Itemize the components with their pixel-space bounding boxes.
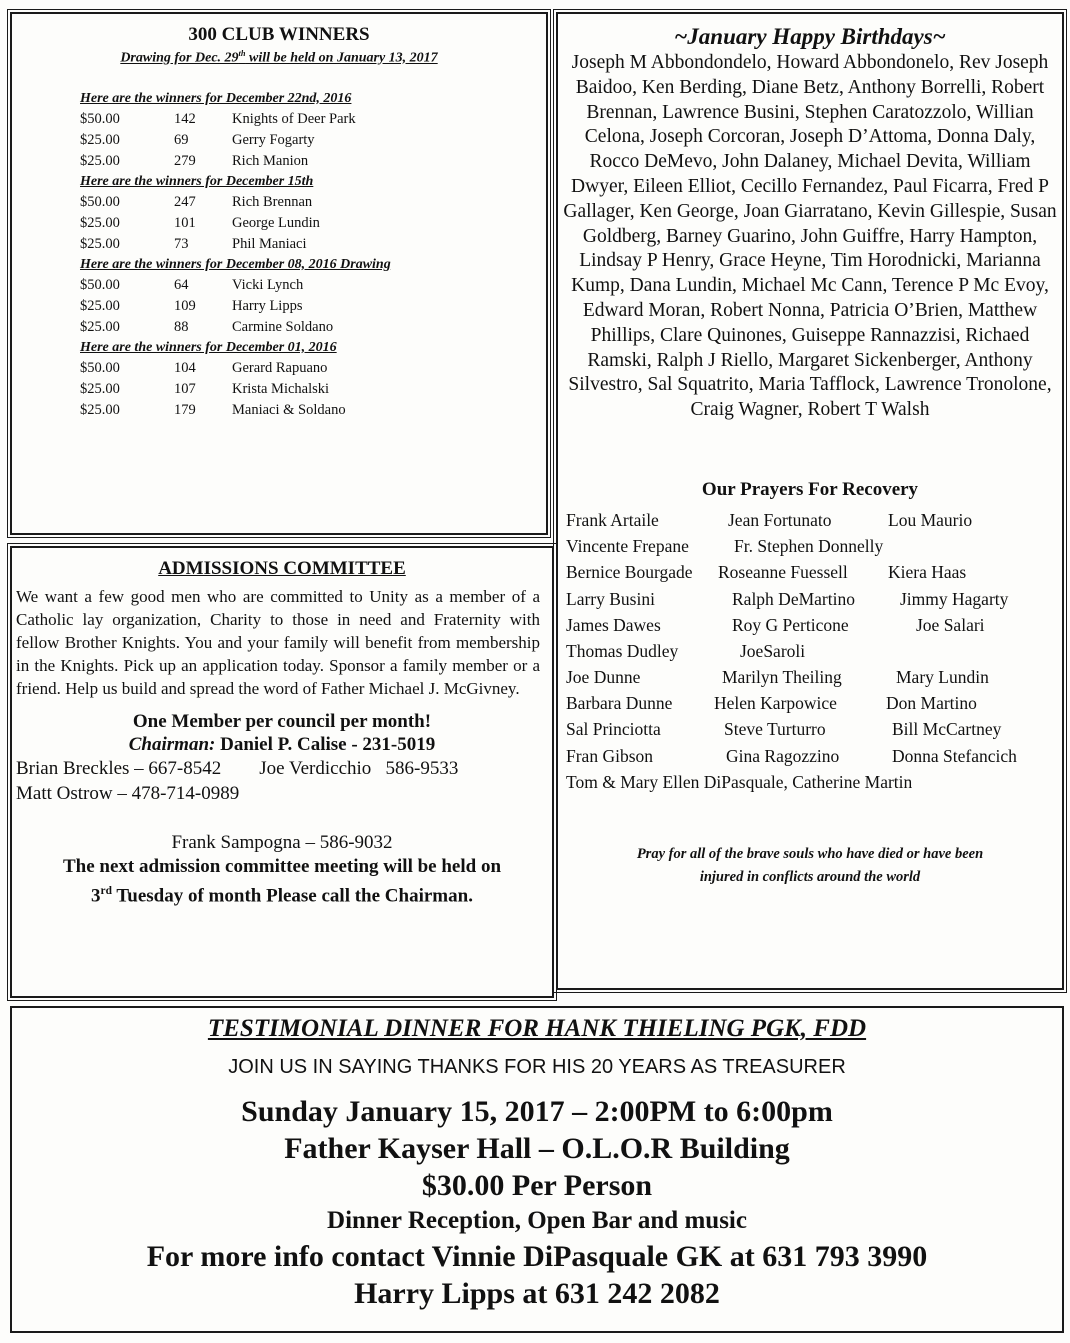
meeting-line-1: The next admission committee meeting will be held on xyxy=(62,856,502,877)
prayer-name: Don Martino xyxy=(886,693,977,714)
dinner-join: JOIN US IN SAYING THANKS FOR HIS 20 YEARS AS TREASURER xyxy=(228,1056,846,1078)
contact-line xyxy=(12,756,552,781)
club-winners-box xyxy=(10,12,548,535)
prayer-row xyxy=(566,690,1062,716)
winner-number: 279 xyxy=(174,152,196,169)
winner-name: Vicki Lynch xyxy=(232,276,304,293)
winner-row xyxy=(80,109,356,130)
winner-name: Maniaci & Soldano xyxy=(232,401,346,418)
prayer-name: James Dawes xyxy=(566,614,661,635)
prayer-name: JoeSaroli xyxy=(740,640,806,661)
winner-number: 104 xyxy=(174,359,196,376)
admissions-paragraph: We want a few good men who are committed to Unity as a member of a Catholic lay organization, Charity to those in need and Fraternity with fellow Brother Knights. You and your family will benefit from membership in the Knights. Pick up an application today. Sponsor a family member or a friend. Help us build and spread the word of Father Michael J. McGivney. xyxy=(16,587,540,698)
birthdays-title: ~January Happy Birthdays~ xyxy=(674,24,946,49)
winner-row xyxy=(80,234,320,255)
prayer-note-line: injured in conflicts around the world xyxy=(699,869,921,886)
winner-number: 247 xyxy=(174,193,196,210)
prayer-name: Jimmy Hagarty xyxy=(900,588,1009,609)
winner-name: Gerard Rapuano xyxy=(232,359,328,376)
prayer-name: Joe Salari xyxy=(916,614,985,635)
winner-amount: $25.00 xyxy=(80,380,120,397)
chairman-value: Daniel P. Calise - 231-5019 xyxy=(215,734,436,755)
dinner-date: Sunday January 15, 2017 – 2:00PM to 6:00pm xyxy=(241,1095,833,1128)
club-subtitle-part: Drawing for Dec. 29 xyxy=(120,50,239,66)
winner-number: 179 xyxy=(174,401,196,418)
winner-amount: $50.00 xyxy=(80,276,120,293)
prayer-row xyxy=(566,664,1062,690)
dinner-title: TESTIMONIAL DINNER FOR HANK THIELING PGK, FDD xyxy=(207,1015,867,1042)
prayer-name: Bill McCartney xyxy=(892,719,1002,740)
winner-number: 107 xyxy=(174,380,196,397)
winner-row xyxy=(80,400,346,421)
prayer-name: Steve Turturro xyxy=(724,719,826,740)
winner-name: Knights of Deer Park xyxy=(232,110,356,127)
meeting-line-2 xyxy=(12,879,552,908)
winner-amount: $25.00 xyxy=(80,235,120,252)
winner-groups xyxy=(80,89,546,421)
prayer-name: Kiera Haas xyxy=(888,562,967,583)
prayer-note-line: Pray for all of the brave souls who have died or have been xyxy=(636,846,984,863)
winner-name: Rich Manion xyxy=(232,152,309,169)
winner-row xyxy=(80,213,320,234)
contact-joe: Joe Verdicchio 586-9533 xyxy=(259,758,459,779)
prayer-row xyxy=(566,612,1062,638)
winner-number: 88 xyxy=(174,318,189,335)
prayer-row xyxy=(566,743,1062,769)
club-subtitle xyxy=(12,49,546,67)
prayer-name: Ralph DeMartino xyxy=(732,588,855,609)
prayer-name: Sal Princiotta xyxy=(566,719,661,740)
prayer-name: Fran Gibson xyxy=(566,745,654,766)
prayer-name: Larry Busini xyxy=(566,588,655,609)
prayer-row xyxy=(566,507,1062,533)
winner-amount: $25.00 xyxy=(80,131,120,148)
winner-amount: $25.00 xyxy=(80,152,120,169)
winner-number: 101 xyxy=(174,214,196,231)
prayer-row xyxy=(566,716,1062,742)
prayer-name: Gina Ragozzino xyxy=(726,745,840,766)
club-title: 300 CLUB WINNERS xyxy=(188,24,370,45)
admissions-title: ADMISSIONS COMMITTEE xyxy=(158,558,406,579)
winner-row xyxy=(80,151,356,172)
winner-group-heading: Here are the winners for December 01, 2016 xyxy=(80,339,337,355)
winner-row xyxy=(80,379,346,400)
winner-table xyxy=(80,358,346,421)
winner-number: 142 xyxy=(174,110,196,127)
winner-row xyxy=(80,317,333,338)
birthdays-box xyxy=(556,12,1064,990)
prayer-name: Fr. Stephen Donnelly xyxy=(734,536,884,557)
meeting-ordinal-sup: rd xyxy=(100,885,112,897)
prayer-name: Jean Fortunato xyxy=(728,509,832,530)
prayer-name: Mary Lundin xyxy=(896,667,989,688)
winner-name: George Lundin xyxy=(232,214,320,231)
dinner-contact-2: Harry Lipps at 631 242 2082 xyxy=(354,1277,720,1310)
dinner-price: $30.00 Per Person xyxy=(421,1169,653,1202)
winner-name: Phil Maniaci xyxy=(232,235,307,252)
winner-number: 69 xyxy=(174,131,189,148)
winner-amount: $50.00 xyxy=(80,110,120,127)
prayer-row xyxy=(566,559,1062,585)
winner-number: 109 xyxy=(174,297,196,314)
winner-row xyxy=(80,130,356,151)
contact-brian: Brian Breckles – 667-8542 xyxy=(16,758,222,779)
winner-number: 64 xyxy=(174,276,189,293)
prayer-name: Helen Karpowice xyxy=(714,693,837,714)
prayer-list xyxy=(566,507,1062,795)
prayer-name: Frank Artaile xyxy=(566,509,659,530)
winner-row xyxy=(80,275,333,296)
prayer-note xyxy=(558,843,1062,889)
prayer-name: Joe Dunne xyxy=(566,667,641,688)
winner-name: Gerry Fogarty xyxy=(232,131,315,148)
prayers-title: Our Prayers For Recovery xyxy=(701,478,919,500)
winner-amount: $25.00 xyxy=(80,297,120,314)
prayer-name: Donna Stefancich xyxy=(892,745,1017,766)
prayer-row xyxy=(566,586,1062,612)
birthday-names: Joseph M Abbondondelo, Howard Abbondonelo, Rev Joseph Baidoo, Ken Berding, Diane Betz, Anthony Borrelli, Robert Brennan, Lawrence Busini, Stephen Caratozzolo, Willian Celona, Joseph Corcoran, Joseph D’Attoma, Donna Daly, Rocco DeMevo, John Dalaney, Michael Devita, William Dwyer, Eileen Elliot, Cecillo Fernandez, Paul Ficarra, Fred P Gallager, Ken George, Joan Giarratano, Kevin Gillespie, Susan Goldberg, Barney Guarino, John Guiffre, Harry Hampton, Lindsay P Henry, Grace Heyne, Tim Horodnicki, Marianna Kump, Dana Lundin, Michael Mc Cann, Terence P Mc Evoy, Edward Moran, Robert Nonna, Patricia O’Brien, Matthew Phillips, Clare Quinones, Guiseppe Rannazzisi, Richaed Ramski, Ralph J Riello, Margaret Sickenberger, Anthony Silvestro, Sal Squatrito, Maria Tafflock, Lawrence Tronolone, Craig Wagner, Robert T Walsh xyxy=(563,52,1057,421)
contact-frank: Frank Sampogna – 586-9032 xyxy=(171,832,393,853)
winner-row xyxy=(80,296,333,317)
winner-group-heading: Here are the winners for December 22nd, 2016 xyxy=(80,90,352,106)
winner-table xyxy=(80,275,333,338)
prayer-row xyxy=(566,769,1062,795)
winner-name: Rich Brennan xyxy=(232,193,313,210)
winner-table xyxy=(80,192,320,255)
prayer-name: Thomas Dudley xyxy=(566,640,679,661)
winner-name: Carmine Soldano xyxy=(232,318,334,335)
prayer-row xyxy=(566,533,1062,559)
winner-amount: $25.00 xyxy=(80,318,120,335)
admissions-box xyxy=(10,546,554,998)
club-subtitle-sup: th xyxy=(238,49,246,58)
dinner-place: Father Kayser Hall – O.L.O.R Building xyxy=(284,1132,790,1165)
prayer-name: Barbara Dunne xyxy=(566,693,673,714)
one-member-line: One Member per council per month! xyxy=(132,711,432,732)
winner-amount: $50.00 xyxy=(80,193,120,210)
winner-amount: $25.00 xyxy=(80,214,120,231)
winner-number: 73 xyxy=(174,235,189,252)
prayer-name: Tom & Mary Ellen DiPasquale, Catherine Martin xyxy=(566,771,913,792)
winner-row xyxy=(80,358,346,379)
meeting-text: Tuesday of month Please call the Chairman. xyxy=(111,885,473,907)
chairman-line xyxy=(12,734,552,756)
prayer-row xyxy=(566,638,1062,664)
prayer-name: Roseanne Fuessell xyxy=(718,562,848,583)
club-subtitle-part: will be held on January 13, 2017 xyxy=(245,50,438,66)
winner-name: Harry Lipps xyxy=(232,297,303,314)
winner-group-heading: Here are the winners for December 08, 2016 Drawing xyxy=(80,256,391,272)
winner-table xyxy=(80,109,356,172)
prayer-name: Bernice Bourgade xyxy=(566,562,693,583)
winner-amount: $25.00 xyxy=(80,401,120,418)
winner-row xyxy=(80,192,320,213)
winner-amount: $50.00 xyxy=(80,359,120,376)
dinner-box xyxy=(10,1006,1064,1333)
winner-group-heading: Here are the winners for December 15th xyxy=(80,173,314,189)
prayer-name: Roy G Perticone xyxy=(732,614,849,635)
contact-matt: Matt Ostrow – 478-714-0989 xyxy=(16,783,240,804)
prayer-name: Marilyn Theiling xyxy=(722,667,842,688)
dinner-includes: Dinner Reception, Open Bar and music xyxy=(327,1207,747,1234)
winner-name: Krista Michalski xyxy=(232,380,330,397)
chairman-label: Chairman: xyxy=(128,734,216,755)
dinner-contact-1: For more info contact Vinnie DiPasquale GK at 631 793 3990 xyxy=(146,1240,928,1273)
prayer-name: Vincente Frepane xyxy=(566,536,689,557)
meeting-ordinal: 3 xyxy=(91,885,101,907)
prayer-name: Lou Maurio xyxy=(888,509,973,530)
